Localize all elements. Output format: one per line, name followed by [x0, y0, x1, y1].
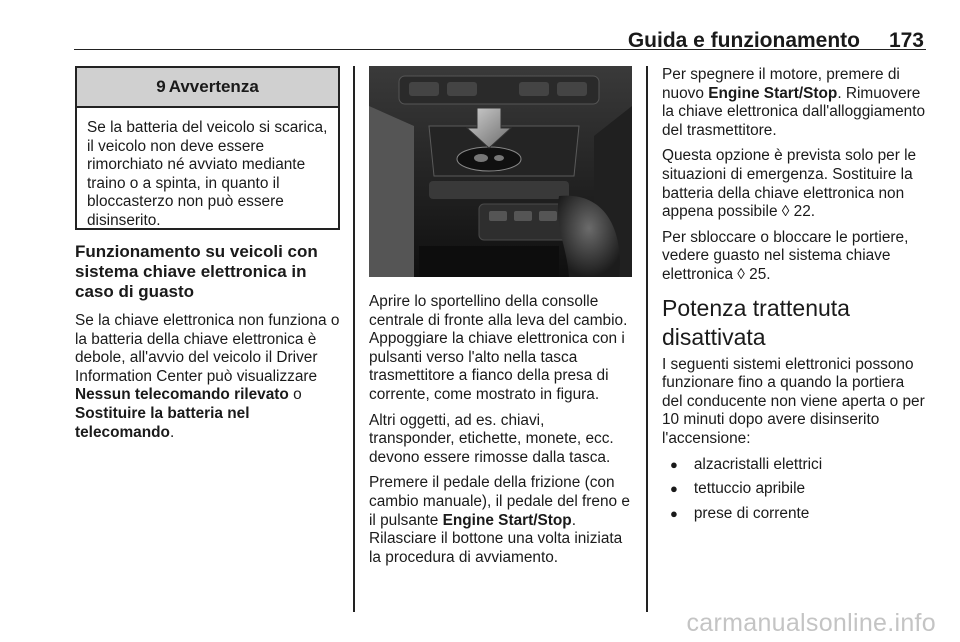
- engine-start-stop-label: Engine Start/Stop: [442, 511, 572, 529]
- list-item: ● tettuccio apribile: [670, 480, 806, 498]
- list-item: ● alzacristalli elettrici: [670, 455, 823, 473]
- warning-symbol: 9: [156, 77, 166, 96]
- message-no-remote: Nessun telecomando rilevato: [75, 386, 289, 404]
- paragraph-start-procedure: Premere il pedale della frizione (con cambio manuale), il pedale del freno e il pulsante Engine Start/Stop. Rilasciare il bottone una volta iniziata la procedura di avviamento.: [369, 474, 630, 566]
- warning-title: Avvertenza: [168, 77, 259, 96]
- retained-power-list: [670, 456, 928, 524]
- warning-box: [75, 66, 340, 230]
- console-illustration: [369, 66, 632, 277]
- warning-header: [77, 68, 338, 108]
- paragraph-key-failure: Se la chiave elettronica non funziona o la batteria della chiave elettronica è debole, all'avvio del veicolo il Driver Information Center può visualizzare Nessun telecomando rilevato o Sostituire la batteria nel telecomando.: [75, 312, 340, 441]
- paragraph-emergency-only: Questa opzione è prevista solo per le situazioni di emergenza. Sostituire la batteria della chiave elettronica non appena possibile ◊ 22.: [662, 147, 917, 221]
- paragraph-retained-power: I seguenti sistemi elettronici possono funzionare fino a quando la portiera del conducente non viene aperta o per 10 minuti dopo avere disinserito l'accensione:: [662, 355, 925, 447]
- page-header: [74, 24, 926, 50]
- section-heading-retained-power: Potenza trattenuta disattivata: [662, 294, 850, 350]
- paragraph-engine-off: Per spegnere il motore, premere di nuovo Engine Start/Stop. Rimuovere la chiave elettronica dall'alloggiamento del trasmettitore.: [662, 66, 926, 139]
- watermark: carmanualsonline.info: [686, 609, 936, 637]
- engine-start-stop-label-2: Engine Start/Stop: [708, 84, 838, 102]
- message-replace-battery: Sostituire la batteria nel telecomando: [75, 404, 250, 441]
- console-key-pocket-photo: [369, 66, 632, 277]
- section-heading-emergency-start: Funzionamento su veicoli con sistema chiave elettronica in caso di guasto: [75, 242, 318, 301]
- column-1: [75, 242, 342, 449]
- paragraph-door-lock: Per sbloccare o bloccare le portiere, vedere guasto nel sistema chiave elettronica ◊ 25.: [662, 228, 909, 283]
- header-title: Guida e funzionamento: [627, 29, 860, 52]
- bullet-icon: ●: [670, 456, 678, 472]
- column-divider-1: [353, 66, 355, 612]
- bullet-icon: ●: [670, 481, 678, 497]
- column-3: [662, 66, 928, 529]
- page-number: 173: [888, 29, 924, 52]
- column-2: [369, 293, 633, 574]
- warning-text: Se la batteria del veicolo si scarica, il veicolo non deve essere rimorchiato né avviato mediante traino o a spinta, in quanto il bloccasterzo non può essere disinserito.: [87, 119, 328, 229]
- paragraph-other-objects: Altri oggetti, ad es. chiavi, transponder, etichette, monete, ecc. devono essere rimosse dalla tasca.: [369, 411, 614, 466]
- column-divider-2: [646, 66, 648, 612]
- paragraph-place-key: Aprire lo sportellino della consolle centrale di fronte alla leva del cambio. Appoggiare la chiave elettronica con i pulsanti verso l'alto nella tasca trasmettitore a fianco della presa di corrente, come mostrato in figura.: [369, 293, 628, 403]
- list-item: ● prese di corrente: [670, 504, 810, 522]
- bullet-icon: ●: [670, 505, 678, 521]
